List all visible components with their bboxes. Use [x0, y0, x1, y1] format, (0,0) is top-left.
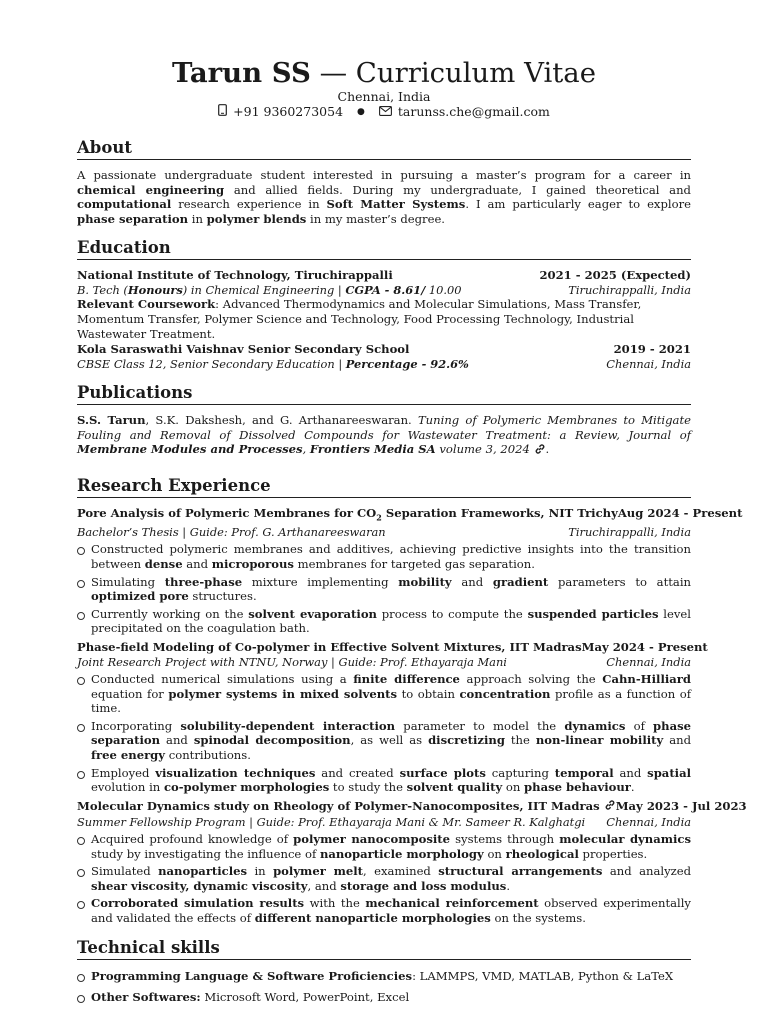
text: structures.: [188, 589, 257, 604]
text: on: [483, 846, 506, 861]
text: capturing: [485, 765, 555, 780]
text: spinodal decomposition: [193, 733, 351, 748]
list-item: [77, 766, 691, 795]
hollow-circle-bullet-icon: [77, 995, 85, 1003]
text: , examined: [362, 864, 439, 879]
text: molecular dynamics: [559, 831, 691, 846]
text: solubility-dependent interaction: [180, 718, 396, 733]
text: co-polymer morphologies: [163, 780, 330, 795]
text: properties.: [578, 846, 648, 861]
hollow-circle-bullet-icon: [77, 612, 85, 620]
entry-subheader: [77, 357, 691, 371]
text: Relevant Coursework: [77, 297, 216, 312]
text: concentration: [459, 686, 551, 701]
skills-list: [77, 969, 691, 1005]
text: and created: [315, 765, 400, 780]
entry-dates: 2021 - 2025 (Expected): [539, 268, 691, 283]
list-item: [77, 719, 691, 763]
text: 10.00: [425, 282, 462, 297]
text: and: [451, 574, 493, 589]
list-item: [77, 672, 691, 716]
mobile-phone-icon: [218, 104, 227, 120]
text: Simulating: [91, 574, 165, 589]
research-section: [77, 476, 747, 925]
text: visualization techniques: [155, 765, 316, 780]
section-title-about: About: [77, 138, 132, 157]
text: Pore Analysis of Polymeric Membranes for CO: [77, 506, 377, 521]
text: Microsoft Word, PowerPoint, Excel: [200, 990, 410, 1005]
text: study by investigating the influence of: [91, 846, 320, 861]
project-title: [77, 799, 616, 815]
text: spatial: [647, 765, 691, 780]
section-divider: [77, 259, 691, 260]
text: with the: [304, 896, 366, 911]
text: Employed: [91, 765, 156, 780]
text: : LAMMPS, VMD, MATLAB, Python & LaTeX: [412, 968, 674, 983]
text: contributions.: [165, 747, 251, 762]
text: Incorporating: [91, 718, 181, 733]
text: dense: [144, 557, 183, 572]
entry-dates: Aug 2024 - Present: [617, 506, 743, 521]
text: chemical engineering: [77, 182, 225, 197]
cv-header: [77, 0, 691, 120]
text: profile as a function of time.: [91, 686, 692, 716]
section-title-education: Education: [77, 238, 171, 258]
text: process to compute the: [376, 606, 528, 621]
text: mechanical reinforcement: [365, 896, 539, 911]
hollow-circle-bullet-icon: [77, 580, 85, 588]
publications-section: [77, 383, 691, 458]
section-divider: [77, 159, 691, 160]
entry-subheader: [77, 283, 691, 297]
text: microporous: [211, 557, 294, 572]
text: to obtain: [397, 686, 460, 701]
text: Simulated: [91, 864, 159, 879]
text: temporal: [554, 765, 614, 780]
text: parameter to model the: [395, 718, 565, 733]
email-link[interactable]: tarunss.che@gmail.com: [397, 104, 550, 119]
text: . I am particularly eager to explore: [465, 197, 691, 212]
project-role: Summer Fellowship Program | Guide: Prof. Ethayaraja Mani & Mr. Sameer R. Kalghatgi: [77, 814, 586, 829]
degree: [77, 283, 462, 297]
text: equation for: [91, 686, 169, 701]
education-section: [77, 238, 691, 371]
entry-dates: May 2024 - Present: [581, 640, 708, 655]
institution-name: National Institute of Technology, Tiruchirappalli: [77, 268, 393, 283]
text: and analyzed: [602, 864, 692, 879]
phone-number[interactable]: +91 9360273054: [233, 104, 344, 119]
research-entry-3: [77, 798, 747, 926]
text: nanoparticle morphology: [319, 846, 484, 861]
bullet-list: [77, 542, 691, 636]
text: Currently working on the: [91, 606, 249, 621]
text: mobility: [398, 574, 452, 589]
text: 2: [376, 512, 382, 523]
list-item: [77, 969, 691, 984]
project-title: Phase-field Modeling of Co-polymer in Effective Solvent Mixtures, IIT Madras: [77, 640, 582, 655]
education-entry-school: [77, 342, 691, 371]
page-title: [77, 56, 691, 90]
text: in: [247, 864, 274, 879]
text: dynamics: [564, 718, 626, 733]
entry-dates: May 2023 - Jul 2023: [615, 798, 747, 813]
section-title-publications: Publications: [77, 383, 193, 403]
text: phase behaviour: [524, 780, 631, 795]
text: discretizing: [428, 733, 505, 748]
text: on: [502, 780, 525, 795]
text: the: [504, 733, 536, 748]
text: solvent evaporation: [248, 606, 377, 621]
text: Membrane Modules and Processes: [77, 442, 303, 457]
text: structural arrangements: [438, 864, 603, 879]
text: Honours: [127, 282, 183, 297]
text: approach solving the: [459, 672, 603, 687]
title-suffix: — Curriculum Vitae: [310, 57, 596, 89]
education-entry-nit: [77, 268, 691, 341]
coursework: [77, 297, 691, 341]
text: phase separation: [77, 211, 189, 226]
text: Tuning of Polymeric Membranes to Mitigate Fouling and Removal of Dissolved Compounds for Wastewater Treatment: a Review, Journal of: [77, 413, 691, 442]
text: and: [613, 765, 648, 780]
text: rheological: [505, 846, 579, 861]
entry-subheader: [77, 525, 691, 539]
text: research experience in: [171, 197, 327, 212]
entry-location: Chennai, India: [606, 814, 691, 829]
text: on the systems.: [490, 910, 586, 925]
text: level precipitated on the coagulation bath.: [91, 606, 691, 636]
location: Chennai, India: [337, 89, 431, 104]
text: mixture implementing: [242, 574, 399, 589]
skills-section: [77, 938, 691, 1005]
text: .: [506, 878, 510, 893]
entry-dates: 2019 - 2021: [613, 342, 691, 357]
entry-location: Chennai, India: [606, 356, 691, 371]
hollow-circle-bullet-icon: [77, 869, 85, 877]
text: Constructed polymeric membranes and additives, achieving predictive insights into the transition between: [91, 542, 691, 572]
bullet-list: [77, 672, 691, 795]
text: S.S. Tarun: [77, 413, 146, 428]
entry-subheader: [77, 655, 691, 669]
hollow-circle-bullet-icon: [77, 837, 85, 845]
text: and: [182, 557, 212, 572]
entry-header: [77, 640, 708, 655]
text: computational: [77, 197, 172, 212]
hollow-circle-bullet-icon: [77, 677, 85, 685]
text: gradient: [492, 574, 549, 589]
research-entry-1: [77, 506, 743, 636]
text: evolution in: [91, 780, 164, 795]
section-title-research: Research Experience: [77, 476, 271, 496]
text: free energy: [91, 747, 166, 762]
project-role: Bachelor’s Thesis | Guide: Prof. G. Arthanareeswaran: [77, 525, 386, 540]
text: polymer nanocomposite: [293, 831, 451, 846]
entry-header: [77, 798, 747, 815]
text: CGPA - 8.61/: [345, 282, 426, 297]
text: Conducted numerical simulations using a: [91, 672, 354, 687]
list-item: [77, 896, 691, 925]
text: Corroborated simulation results: [91, 896, 305, 911]
text: CBSE Class 12, Senior Secondary Education |: [77, 356, 346, 371]
text: .: [545, 442, 550, 457]
text: .: [630, 780, 635, 795]
project-title: [77, 506, 618, 525]
entry-header: [77, 268, 691, 283]
link-icon[interactable]: [534, 443, 546, 459]
text: Programming Language & Software Proficiencies: [91, 968, 413, 983]
degree: [77, 357, 469, 371]
text: optimized pore: [91, 589, 189, 604]
text: Frontiers Media SA: [309, 442, 436, 457]
text: Soft Matter Systems: [326, 197, 466, 212]
hollow-circle-bullet-icon: [77, 771, 85, 779]
text: , and: [307, 878, 341, 893]
text: finite difference: [353, 672, 460, 687]
text: different nanoparticle morphologies: [254, 910, 491, 925]
list-item: [77, 575, 691, 604]
list-item: [77, 832, 691, 861]
text: polymer melt: [273, 864, 363, 879]
text: and: [160, 733, 194, 748]
publication-entry: [77, 413, 691, 458]
text: ) in Chemical Engineering |: [182, 282, 346, 297]
institution-name: Kola Saraswathi Vaishnav Senior Secondary School: [77, 342, 410, 357]
text: surface plots: [399, 765, 486, 780]
text: and allied fields. During my undergraduate, I gained theoretical and: [224, 182, 691, 197]
contact-row: [77, 104, 691, 120]
entry-location: Chennai, India: [606, 654, 691, 669]
text: storage and loss modulus: [340, 878, 507, 893]
candidate-name: Tarun SS: [172, 57, 311, 89]
text: polymer blends: [206, 211, 307, 226]
hollow-circle-bullet-icon: [77, 974, 85, 982]
text: three-phase: [164, 574, 243, 589]
text: B. Tech (: [77, 282, 128, 297]
separator-dot: ●: [357, 107, 365, 117]
text: observed experimentally and validated the effects of: [91, 896, 691, 925]
bullet-list: [77, 832, 691, 926]
list-item: [77, 607, 691, 636]
text: : Advanced Thermodynamics and Molecular Simulations, Mass Transfer, Momentum Transfer, Polymer Science and Technology, Food Processing Technology, Industrial Wastewater Treatment.: [77, 297, 642, 341]
about-section: [77, 138, 691, 226]
hollow-circle-bullet-icon: [77, 547, 85, 555]
text: Percentage - 92.6%: [345, 356, 469, 371]
text: , as well as: [350, 733, 429, 748]
list-item: [77, 864, 691, 893]
project-role: Joint Research Project with NTNU, Norway | Guide: Prof. Ethayaraja Mani: [77, 654, 507, 669]
section-divider: [77, 497, 691, 498]
text: in: [188, 211, 207, 226]
text: non-linear mobility: [535, 733, 664, 748]
entry-header: [77, 342, 691, 357]
envelope-icon: [379, 104, 392, 120]
section-divider: [77, 404, 691, 405]
hollow-circle-bullet-icon: [77, 724, 85, 732]
entry-location: Tiruchirappalli, India: [568, 525, 691, 540]
text: nanoparticles: [158, 864, 248, 879]
text: volume 3, 2024: [435, 442, 534, 457]
text: Cahn-Hilliard: [602, 672, 691, 687]
text: Molecular Dynamics study on Rheology of Polymer-Nanocomposites, IIT Madras: [77, 798, 600, 813]
text: , S.K. Dakshesh, and G. Arthanareeswaran.: [145, 413, 418, 428]
research-entry-2: [77, 640, 708, 795]
list-item: [77, 542, 691, 571]
text: Acquired profound knowledge of: [91, 831, 294, 846]
text: in my master’s degree.: [306, 211, 445, 226]
hollow-circle-bullet-icon: [77, 901, 85, 909]
text: solvent quality: [406, 780, 503, 795]
section-title-skills: Technical skills: [77, 937, 220, 957]
text: Other Softwares:: [91, 990, 201, 1005]
text: systems through: [450, 831, 560, 846]
entry-location: Tiruchirappalli, India: [568, 282, 691, 297]
text: suspended particles: [527, 606, 659, 621]
text: phase separation: [91, 718, 691, 748]
text: ,: [302, 442, 310, 457]
entry-subheader: [77, 815, 691, 829]
text: A passionate undergraduate student interested in pursuing a master’s program for a career in: [77, 168, 691, 182]
link-icon[interactable]: [604, 799, 616, 815]
text: of: [625, 718, 654, 733]
text: and: [663, 733, 691, 748]
text: to study the: [329, 780, 407, 795]
text: polymer systems in mixed solvents: [168, 686, 398, 701]
text: shear viscosity, dynamic viscosity: [91, 878, 308, 893]
list-item: [77, 990, 691, 1005]
section-divider: [77, 959, 691, 960]
text: Separation Frameworks, NIT Trichy: [381, 506, 618, 521]
text: membranes for targeted gas separation.: [293, 557, 535, 572]
text: parameters to attain: [548, 574, 691, 589]
entry-header: [77, 506, 743, 525]
about-text: [77, 168, 691, 226]
